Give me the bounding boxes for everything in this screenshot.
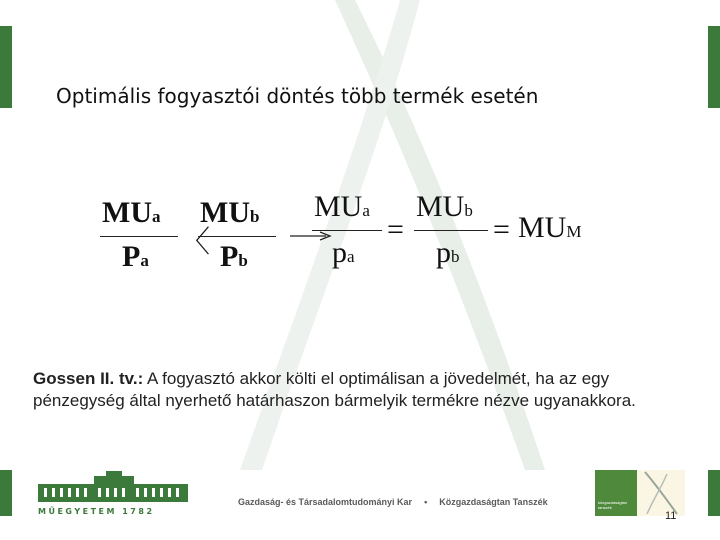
numerator-subscript: a: [151, 207, 161, 226]
numerator: [102, 196, 160, 230]
department-badge: [595, 470, 637, 516]
numerator: [200, 196, 259, 230]
right-bottom-accent-bar: [708, 470, 720, 516]
slide-title: Optimális fogyasztói döntés több termék esetén: [56, 84, 539, 108]
denominator: [122, 240, 149, 274]
fraction-bar: [198, 236, 276, 237]
denominator-symbol: p: [332, 236, 347, 269]
numerator-subscript: a: [362, 201, 370, 220]
department-badge-text: közgazdaságtan tanszék: [598, 500, 628, 510]
numerator: [314, 190, 370, 224]
rhs-symbol: MU: [518, 211, 567, 244]
rhs-subscript: M: [566, 222, 582, 241]
left-top-accent-bar: [0, 26, 12, 108]
gossen-law-name: Gossen II. tv.: [33, 369, 138, 388]
university-building-logo: [36, 470, 191, 516]
denominator: [220, 240, 248, 274]
denominator-symbol: P: [220, 240, 239, 273]
numerator-symbol: MU: [416, 190, 465, 223]
faculty-name: Gazdaság- és Társadalomtudományi Kar: [238, 497, 413, 507]
equals-sign: =: [387, 213, 404, 246]
denominator-subscript: b: [451, 247, 460, 266]
fraction-mua-over-pa-lower: [312, 190, 382, 280]
numerator-symbol: MU: [314, 190, 363, 223]
marginal-utility-of-money: [518, 211, 581, 245]
equals-sign: =: [493, 213, 510, 246]
denominator-subscript: b: [238, 251, 248, 270]
fraction-mub-over-pb-lower: [414, 190, 488, 280]
footer-caption: [238, 497, 548, 507]
numerator-subscript: b: [464, 201, 473, 220]
denominator-symbol: p: [436, 236, 451, 269]
left-bottom-accent-bar: [0, 470, 12, 516]
fraction-bar: [100, 236, 178, 237]
right-top-accent-bar: [708, 26, 720, 108]
department-name: Közgazdaságtan Tanszék: [439, 497, 548, 507]
fraction-mua-over-pa: [100, 196, 178, 286]
department-emblem-icon: [637, 470, 685, 516]
fraction-bar: [312, 230, 382, 231]
denominator: [436, 236, 460, 270]
gossen-law-colon: :: [137, 369, 144, 388]
less-than-symbol: 〈: [180, 226, 210, 259]
fraction-bar: [414, 230, 488, 231]
denominator-symbol: P: [122, 240, 141, 273]
numerator-subscript: b: [249, 207, 260, 226]
gossen-law-text: A fogyasztó akkor költi el optimálisan a jövedelmét, ha az egy pénzegység által nyerhető határhaszon bármelyik termékre nézve ugyanakkora.: [33, 369, 636, 410]
university-wordmark: MŰEGYETEM 1782: [38, 507, 155, 516]
fraction-mub-over-pb: [198, 196, 276, 286]
denominator: [332, 236, 355, 270]
numerator-symbol: MU: [200, 196, 250, 229]
numerator-symbol: MU: [102, 196, 152, 229]
denominator-subscript: a: [347, 247, 355, 266]
gossen-law-paragraph: [33, 368, 693, 412]
denominator-subscript: a: [140, 251, 149, 270]
page-number: 11: [665, 510, 677, 522]
numerator: [416, 190, 473, 224]
footer-separator: •: [424, 497, 428, 507]
